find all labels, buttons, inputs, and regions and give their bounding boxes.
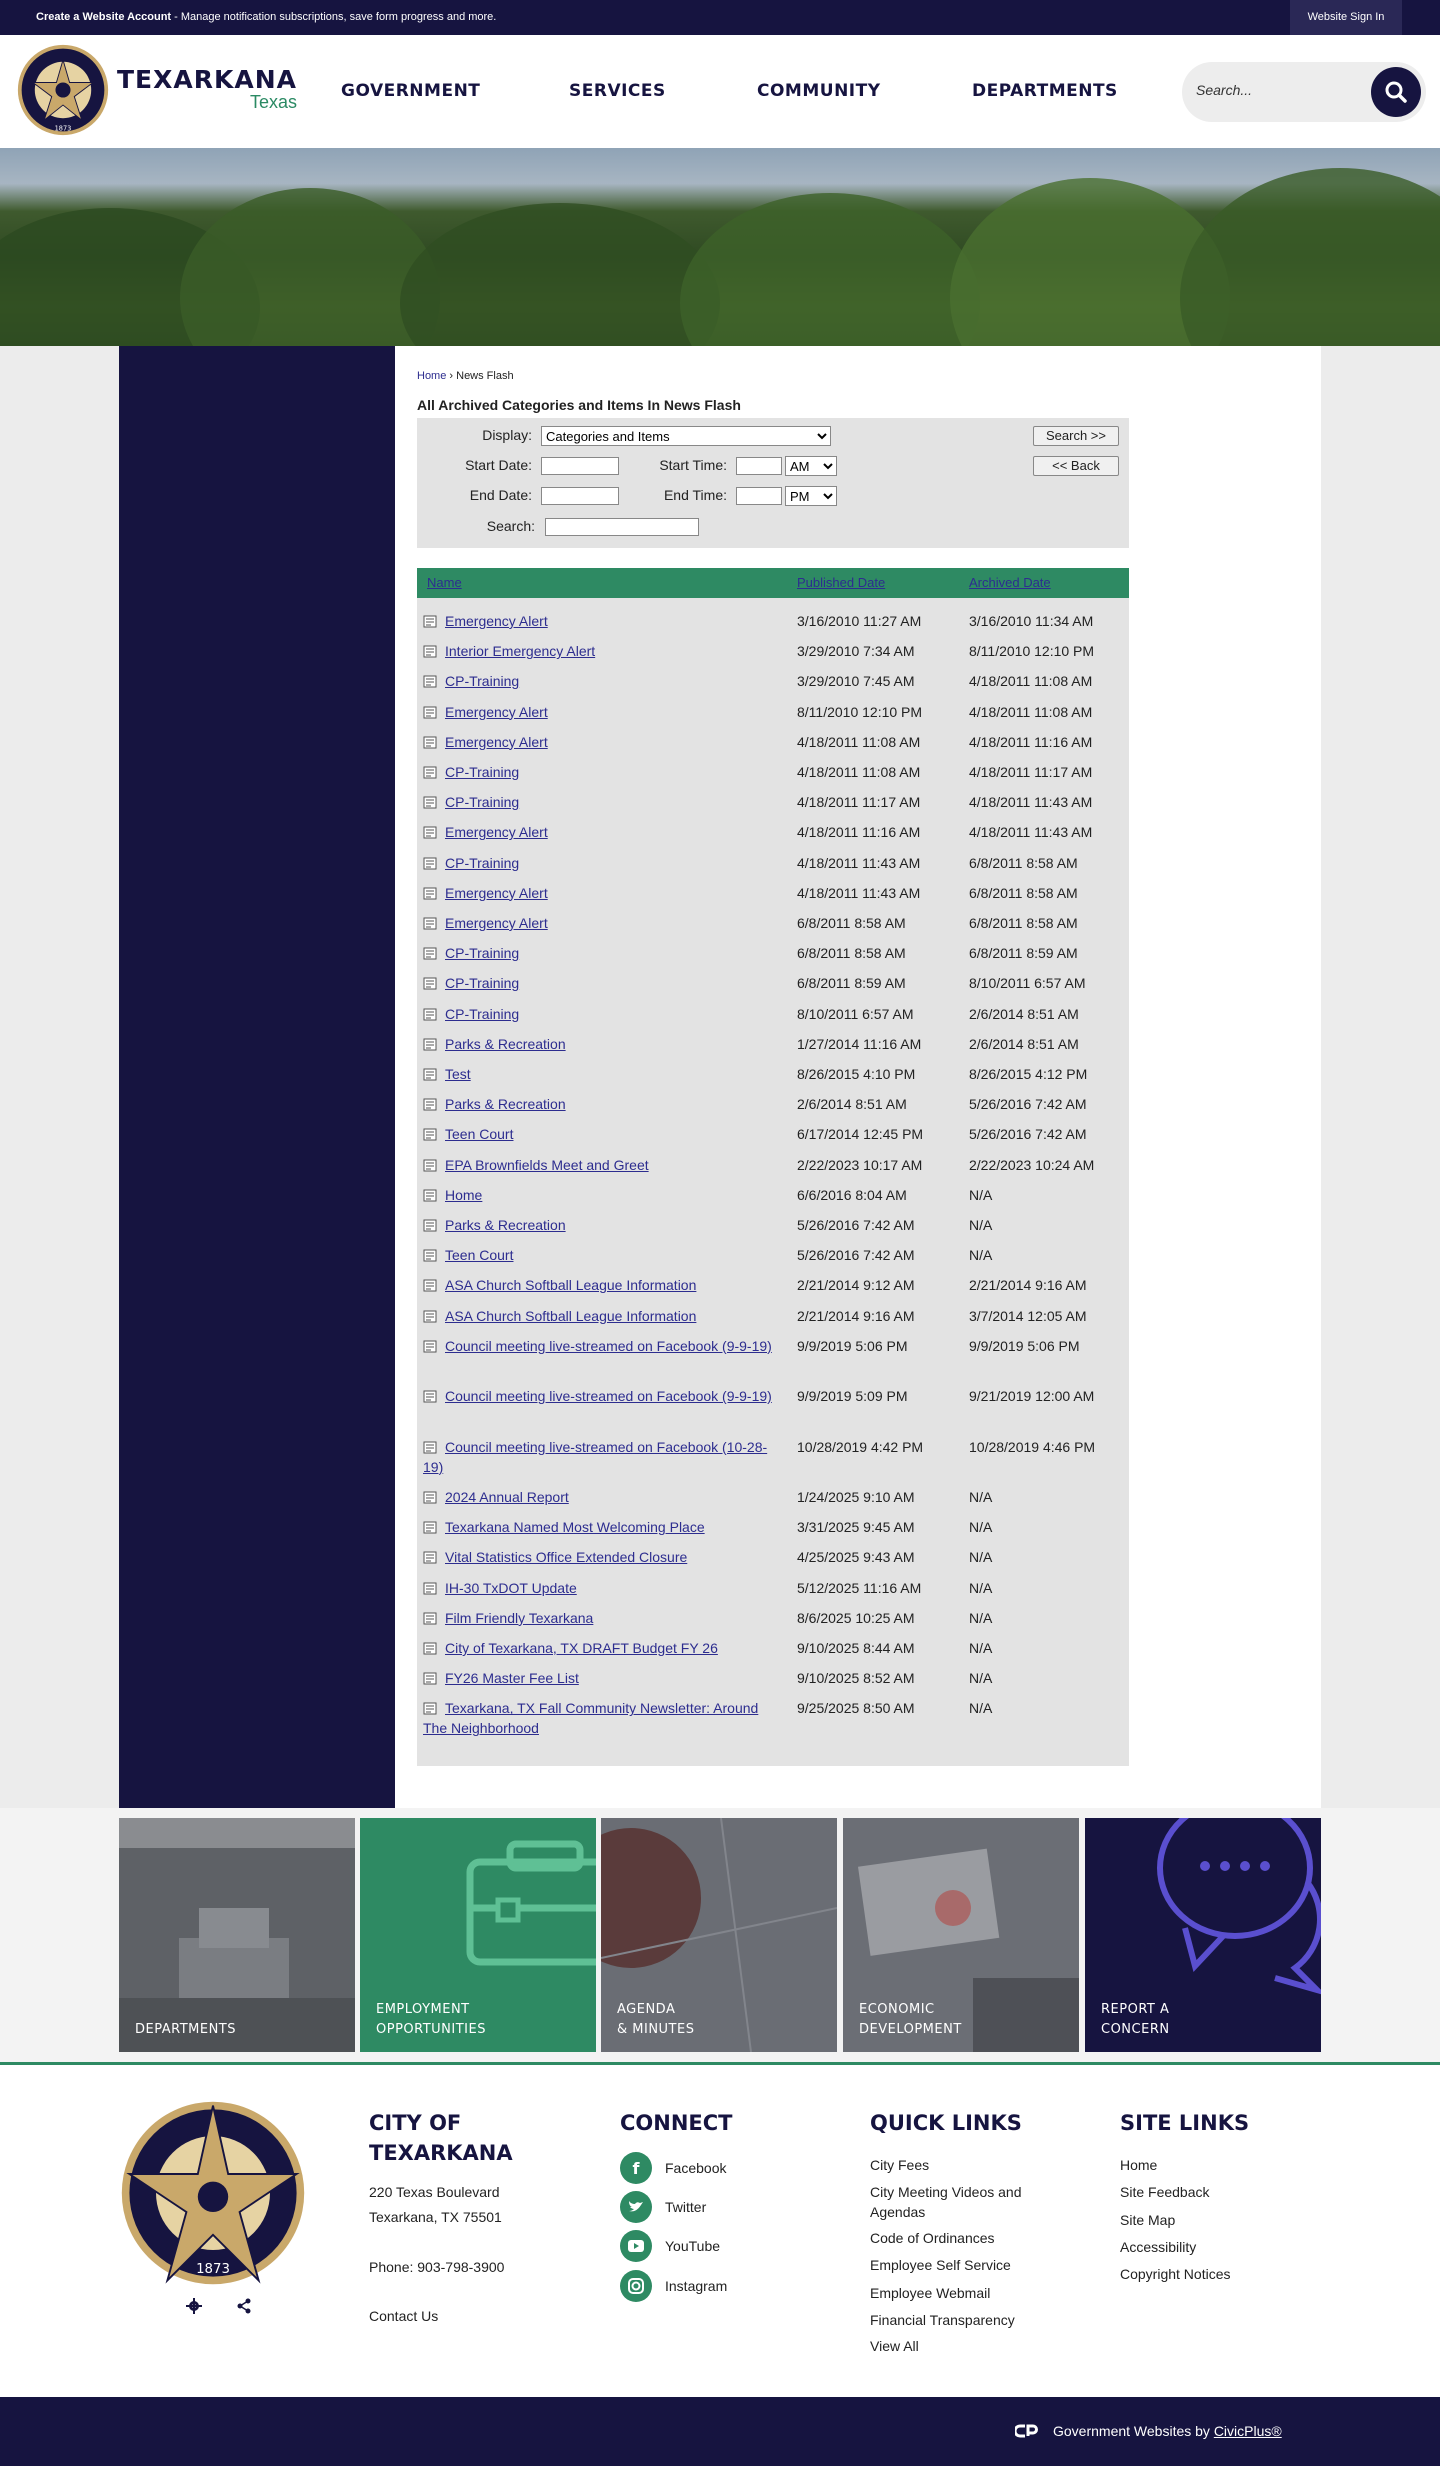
news-item-link[interactable]: Teen Court	[445, 1247, 514, 1264]
website-sign-in-button[interactable]: Website Sign In	[1290, 0, 1402, 35]
table-row	[417, 943, 1129, 963]
archived-date: 2/21/2014 9:16 AM	[969, 1277, 1087, 1294]
published-date: 6/8/2011 8:58 AM	[797, 915, 906, 931]
table-row	[417, 1578, 1129, 1598]
tile-departments[interactable]	[119, 1818, 355, 2052]
published-date: 2/22/2023 10:17 AM	[797, 1156, 923, 1173]
end-ampm-select[interactable]	[785, 486, 837, 506]
search-icon	[1371, 67, 1421, 117]
published-date: 6/8/2011 8:59 AM	[797, 975, 906, 992]
archived-date: N/A	[969, 1186, 993, 1203]
tile-economic-development[interactable]	[843, 1818, 1079, 2052]
tile-report-a-concern[interactable]	[1085, 1818, 1321, 2052]
breadcrumb-separator: ›	[446, 370, 457, 382]
youtube-icon[interactable]	[620, 2230, 652, 2262]
news-item-link[interactable]: Interior Emergency Alert	[445, 643, 596, 660]
table-header	[417, 568, 1129, 598]
end-time-input[interactable]	[736, 487, 782, 505]
end-date-input[interactable]	[541, 487, 619, 505]
news-item-link[interactable]: City of Texarkana, TX DRAFT Budget FY 26	[445, 1640, 718, 1656]
archived-date: 2/6/2014 8:51 AM	[969, 1005, 1079, 1022]
published-date: 6/6/2016 8:04 AM	[797, 1186, 907, 1203]
breadcrumb-home-link[interactable]: Home	[417, 370, 447, 382]
breadcrumb	[417, 370, 514, 382]
start-date-label: Start Date:	[465, 457, 532, 473]
footer-site-link[interactable]: Site Map	[1120, 2211, 1176, 2228]
logo-state-name: Texas	[249, 92, 297, 112]
display-label: Display:	[482, 427, 532, 443]
published-date: 9/10/2025 8:52 AM	[797, 1670, 915, 1687]
published-date: 5/26/2016 7:42 AM	[797, 1247, 915, 1264]
table-row	[417, 762, 1129, 782]
published-date: 5/12/2025 11:16 AM	[797, 1579, 922, 1596]
twitter-icon[interactable]	[620, 2191, 652, 2223]
news-item-link[interactable]: CP-Training	[445, 673, 520, 690]
news-item-link[interactable]: Teen Court	[445, 1126, 514, 1143]
site-logo-text[interactable]	[117, 65, 297, 113]
published-date: 4/18/2011 11:17 AM	[797, 794, 921, 811]
news-item-link[interactable]: Vital Statistics Office Extended Closure	[445, 1549, 688, 1566]
table-row	[417, 1638, 1129, 1658]
footer-quick-link[interactable]: City Meeting Videos and Agendas	[870, 2184, 1022, 2220]
nav-community[interactable]: COMMUNITY	[757, 81, 881, 101]
tile-departments-line1: DEPARTMENTS	[135, 2022, 237, 2037]
left-sidebar	[119, 346, 395, 1808]
published-date: 8/10/2011 6:57 AM	[797, 1005, 914, 1022]
table-row	[417, 1245, 1129, 1265]
table-row	[417, 1064, 1129, 1084]
archived-date: 6/8/2011 8:58 AM	[969, 854, 1078, 871]
logo-city-name: TEXARKANA	[117, 65, 297, 94]
site-search	[1182, 62, 1426, 122]
published-date: 4/18/2011 11:08 AM	[797, 733, 921, 750]
archived-date: N/A	[969, 1489, 993, 1505]
news-item-link[interactable]: Parks & Recreation	[445, 1096, 566, 1113]
background-pattern-left	[0, 346, 119, 1808]
table-row	[417, 1547, 1129, 1567]
archived-date: N/A	[969, 1700, 993, 1717]
footer-quick-link[interactable]: View All	[870, 2338, 919, 2354]
hero-banner-image	[0, 148, 1440, 346]
news-item-link[interactable]: Emergency Alert	[445, 613, 548, 629]
tile-report-line2: CONCERN	[1101, 2022, 1170, 2037]
archived-date: 5/26/2016 7:42 AM	[969, 1096, 1087, 1113]
published-date: 3/16/2010 11:27 AM	[797, 613, 922, 629]
tile-agenda-line1: AGENDA	[617, 2002, 676, 2017]
news-item-link[interactable]: ASA Church Softball League Information	[445, 1307, 697, 1324]
footer-contact-us-link[interactable]: Contact Us	[369, 2308, 439, 2324]
archived-date: 4/18/2011 11:17 AM	[969, 764, 1093, 780]
bottom-bar	[0, 2397, 1440, 2466]
table-row	[417, 1306, 1129, 1326]
breadcrumb-current: News Flash	[456, 370, 514, 382]
table-row	[417, 792, 1129, 812]
archived-date: N/A	[969, 1579, 993, 1596]
table-row	[417, 853, 1129, 873]
published-date: 3/29/2010 7:45 AM	[797, 673, 915, 690]
table-row	[417, 732, 1129, 752]
back-button[interactable]: << Back	[1033, 456, 1119, 476]
top-bar	[0, 0, 1440, 35]
news-item-link[interactable]: Film Friendly Texarkana	[445, 1609, 594, 1626]
news-item-link[interactable]: CP-Training	[445, 854, 520, 871]
table-row	[417, 611, 1129, 631]
published-date: 4/18/2011 11:16 AM	[797, 824, 921, 841]
table-row	[417, 671, 1129, 691]
published-date: 6/17/2014 12:45 PM	[797, 1126, 924, 1143]
nav-government[interactable]: GOVERNMENT	[341, 81, 481, 101]
news-item-link[interactable]: Parks & Recreation	[445, 1035, 566, 1052]
table-row	[417, 1517, 1129, 1537]
archive-search-input[interactable]	[545, 518, 699, 536]
archived-date: 9/9/2019 5:06 PM	[969, 1337, 1080, 1354]
instagram-icon[interactable]	[620, 2270, 652, 2302]
footer-phone: Phone: 903-798-3900	[369, 2259, 505, 2275]
display-select[interactable]	[541, 426, 831, 446]
archived-date: 5/26/2016 7:42 AM	[969, 1126, 1087, 1143]
news-item-link[interactable]: Emergency Alert	[445, 884, 548, 901]
archived-date: 6/8/2011 8:58 AM	[969, 884, 1078, 901]
footer-address-1: 220 Texas Boulevard	[369, 2184, 500, 2200]
news-item-link[interactable]: CP-Training	[445, 794, 520, 811]
footer-youtube-link[interactable]: YouTube	[665, 2238, 721, 2254]
end-time-label: End Time:	[663, 487, 727, 503]
published-date: 4/18/2011 11:08 AM	[797, 764, 921, 780]
news-item-link[interactable]: Council meeting live-streamed on Facebook (10-28-19)	[423, 1438, 768, 1475]
table-row	[417, 1124, 1129, 1144]
civicplus-credit	[1053, 2423, 1282, 2439]
archived-date: N/A	[969, 1670, 993, 1687]
footer-quick-link[interactable]: Code of Ordinances	[870, 2230, 995, 2246]
news-item-link[interactable]: CP-Training	[445, 945, 520, 962]
table-row	[417, 1386, 1129, 1426]
archived-date: N/A	[969, 1519, 993, 1536]
footer-site-link[interactable]: Site Feedback	[1120, 2184, 1210, 2201]
facebook-icon[interactable]	[620, 2152, 652, 2184]
archived-date: 3/7/2014 12:05 AM	[969, 1307, 1087, 1324]
footer-quick-link[interactable]: Financial Transparency	[870, 2312, 1015, 2328]
published-date: 8/26/2015 4:10 PM	[797, 1066, 916, 1082]
table-row	[417, 1336, 1129, 1376]
published-date: 1/24/2025 9:10 AM	[797, 1489, 915, 1505]
footer-city-seal	[118, 2098, 308, 2288]
archived-date: 4/18/2011 11:43 AM	[969, 794, 1093, 811]
news-item-link[interactable]: Emergency Alert	[445, 703, 548, 720]
news-item-link[interactable]: Texarkana Named Most Welcoming Place	[445, 1519, 705, 1536]
archived-date: 8/10/2011 6:57 AM	[969, 975, 1086, 992]
table-row	[417, 822, 1129, 842]
page-title: All Archived Categories and Items In News Flash	[417, 397, 741, 413]
news-item-link[interactable]: IH-30 TxDOT Update	[445, 1579, 577, 1596]
footer-site-link[interactable]: Copyright Notices	[1120, 2266, 1231, 2283]
civicplus-logo-icon	[1015, 2424, 1039, 2438]
published-date: 9/9/2019 5:09 PM	[797, 1388, 908, 1405]
news-item-link[interactable]: Council meeting live-streamed on Facebook (9-9-19)	[445, 1388, 772, 1405]
archived-date: 4/18/2011 11:16 AM	[969, 733, 1093, 750]
table-row	[417, 1155, 1129, 1175]
published-date: 10/28/2019 4:42 PM	[797, 1438, 924, 1455]
tile-report-line1: REPORT A	[1101, 2002, 1170, 2017]
footer-connect-heading: CONNECT	[620, 2111, 733, 2135]
published-date: 3/29/2010 7:34 AM	[797, 643, 915, 660]
tile-employment-opportunities[interactable]	[360, 1818, 596, 2052]
archive-filter-form	[417, 418, 1129, 548]
footer-twitter-link[interactable]: Twitter	[665, 2199, 707, 2215]
footer-quick-link[interactable]: City Fees	[870, 2157, 930, 2173]
news-item-link[interactable]: CP-Training	[445, 764, 520, 780]
tile-employment-line2: OPPORTUNITIES	[376, 2022, 486, 2037]
archived-date: 10/28/2019 4:46 PM	[969, 1438, 1096, 1455]
archived-date: 2/6/2014 8:51 AM	[969, 1035, 1079, 1052]
archived-date: N/A	[969, 1247, 993, 1264]
news-item-link[interactable]: Home	[445, 1186, 483, 1203]
published-date: 8/11/2010 12:10 PM	[797, 703, 923, 720]
table-row	[417, 702, 1129, 722]
nav-services[interactable]: SERVICES	[569, 81, 666, 101]
archived-date: N/A	[969, 1549, 993, 1566]
archived-date: 8/11/2010 12:10 PM	[969, 643, 1095, 660]
table-row	[417, 1437, 1129, 1477]
footer-site-link[interactable]: Home	[1120, 2157, 1158, 2173]
start-time-label: Start Time:	[659, 457, 727, 473]
footer-quick-link[interactable]: Employee Webmail	[870, 2285, 991, 2301]
archived-date: N/A	[969, 1609, 993, 1626]
table-row	[417, 913, 1129, 933]
tile-economic-line1: ECONOMIC	[859, 2002, 935, 2017]
table-row	[417, 973, 1129, 993]
table-row	[417, 1668, 1129, 1688]
footer-instagram-link[interactable]: Instagram	[665, 2278, 728, 2294]
start-ampm-select[interactable]	[785, 456, 837, 476]
news-item-link[interactable]: Council meeting live-streamed on Facebook (9-9-19)	[445, 1337, 772, 1354]
archived-date: 6/8/2011 8:59 AM	[969, 945, 1078, 962]
news-item-link[interactable]: Emergency Alert	[445, 824, 548, 841]
published-date: 5/26/2016 7:42 AM	[797, 1217, 915, 1233]
city-hall-photo	[119, 1818, 355, 2052]
news-item-link[interactable]: EPA Brownfields Meet and Greet	[445, 1156, 649, 1173]
archived-date: 3/16/2010 11:34 AM	[969, 613, 1094, 629]
table-row	[417, 1698, 1129, 1738]
published-date: 2/21/2014 9:12 AM	[797, 1277, 915, 1294]
end-date-label: End Date:	[469, 487, 532, 503]
svg-text:1873: 1873	[54, 124, 72, 133]
archived-date: 2/22/2023 10:24 AM	[969, 1156, 1095, 1173]
footer-site-link[interactable]: Accessibility	[1120, 2238, 1197, 2255]
search-input[interactable]	[1196, 82, 1356, 98]
start-time-input[interactable]	[736, 457, 782, 475]
column-header-name[interactable]: Name	[427, 575, 462, 590]
archived-date: N/A	[969, 1640, 993, 1656]
table-row	[417, 1094, 1129, 1114]
search-label: Search:	[486, 518, 535, 534]
background-pattern-right	[1321, 346, 1440, 1808]
start-date-input[interactable]	[541, 457, 619, 475]
news-item-link[interactable]: FY26 Master Fee List	[445, 1670, 579, 1687]
news-item-link[interactable]: CP-Training	[445, 1005, 520, 1022]
published-date: 9/9/2019 5:06 PM	[797, 1337, 908, 1354]
table-row	[417, 1608, 1129, 1628]
news-item-link[interactable]: 2024 Annual Report	[445, 1489, 569, 1505]
published-date: 3/31/2025 9:45 AM	[797, 1519, 915, 1536]
table-row	[417, 1275, 1129, 1295]
footer-city-heading: CITY OF TEXARKANA	[369, 2111, 513, 2165]
site-header	[0, 35, 1440, 148]
civicplus-credit-text: Government Websites by	[1053, 2423, 1214, 2439]
archived-date: N/A	[969, 1217, 993, 1233]
published-date: 8/6/2025 10:25 AM	[797, 1609, 915, 1626]
gear-icon[interactable]	[186, 2298, 202, 2314]
svg-text:f: f	[632, 2159, 640, 2178]
published-date: 9/25/2025 8:50 AM	[797, 1700, 915, 1717]
tile-agenda-minutes[interactable]	[601, 1818, 837, 2052]
archived-date: 4/18/2011 11:08 AM	[969, 673, 1093, 690]
news-item-link[interactable]: Emergency Alert	[445, 733, 548, 750]
footer-facebook-link[interactable]: Facebook	[665, 2160, 727, 2176]
published-date: 9/10/2025 8:44 AM	[797, 1640, 915, 1656]
tile-economic-line2: DEVELOPMENT	[859, 2022, 962, 2037]
footer-quick-links-heading: QUICK LINKS	[870, 2111, 1022, 2135]
tile-employment-line1: EMPLOYMENT	[376, 2002, 470, 2017]
create-account-link[interactable]: Create a Website Account	[36, 11, 172, 23]
published-date: 1/27/2014 11:16 AM	[797, 1035, 922, 1052]
column-header-archived[interactable]: Archived Date	[969, 575, 1051, 590]
news-item-link[interactable]: Parks & Recreation	[445, 1217, 566, 1233]
published-date: 4/18/2011 11:43 AM	[797, 884, 921, 901]
archived-date: 8/26/2015 4:12 PM	[969, 1066, 1088, 1082]
column-header-published[interactable]: Published Date	[797, 575, 886, 590]
news-item-link[interactable]: Test	[445, 1066, 471, 1082]
archived-date: 6/8/2011 8:58 AM	[969, 915, 1078, 931]
news-item-link[interactable]: CP-Training	[445, 975, 520, 992]
civicplus-link[interactable]: CivicPlus®	[1213, 2423, 1282, 2439]
table-row	[417, 883, 1129, 903]
published-date: 4/18/2011 11:43 AM	[797, 854, 921, 871]
account-message	[36, 11, 496, 23]
archive-search-button[interactable]: Search >>	[1033, 426, 1119, 446]
footer-address-2: Texarkana, TX 75501	[369, 2209, 502, 2225]
published-date: 6/8/2011 8:58 AM	[797, 945, 906, 962]
share-icon[interactable]	[236, 2298, 252, 2314]
news-item-link[interactable]: Emergency Alert	[445, 915, 548, 931]
published-date: 2/6/2014 8:51 AM	[797, 1096, 907, 1113]
city-seal-logo[interactable]	[16, 43, 110, 137]
published-date: 2/21/2014 9:16 AM	[797, 1307, 915, 1324]
main-content	[395, 346, 1321, 1808]
tile-agenda-line2: & MINUTES	[617, 2022, 695, 2037]
archived-date: 4/18/2011 11:43 AM	[969, 824, 1093, 841]
footer-quick-link[interactable]: Employee Self Service	[870, 2257, 1011, 2273]
svg-text:1873: 1873	[196, 2261, 230, 2277]
table-row	[417, 1215, 1129, 1235]
table-row	[417, 641, 1129, 661]
published-date: 4/25/2025 9:43 AM	[797, 1549, 915, 1566]
table-row	[417, 1034, 1129, 1054]
nav-departments[interactable]: DEPARTMENTS	[972, 81, 1118, 101]
news-item-link[interactable]: Texarkana, TX Fall Community Newsletter: Around The Neighborhood	[423, 1700, 759, 1737]
archive-table	[417, 568, 1129, 1766]
news-item-link[interactable]: ASA Church Softball League Information	[445, 1277, 697, 1294]
table-row	[417, 1004, 1129, 1024]
archived-date: 9/21/2019 12:00 AM	[969, 1388, 1095, 1405]
search-button[interactable]	[1371, 67, 1421, 117]
table-row	[417, 1487, 1129, 1507]
archived-date: 4/18/2011 11:08 AM	[969, 703, 1093, 720]
site-footer	[0, 2065, 1440, 2397]
footer-site-links-heading: SITE LINKS	[1120, 2111, 1250, 2135]
table-row	[417, 1185, 1129, 1205]
account-message-text: - Manage notification subscriptions, save form progress and more.	[171, 11, 497, 23]
